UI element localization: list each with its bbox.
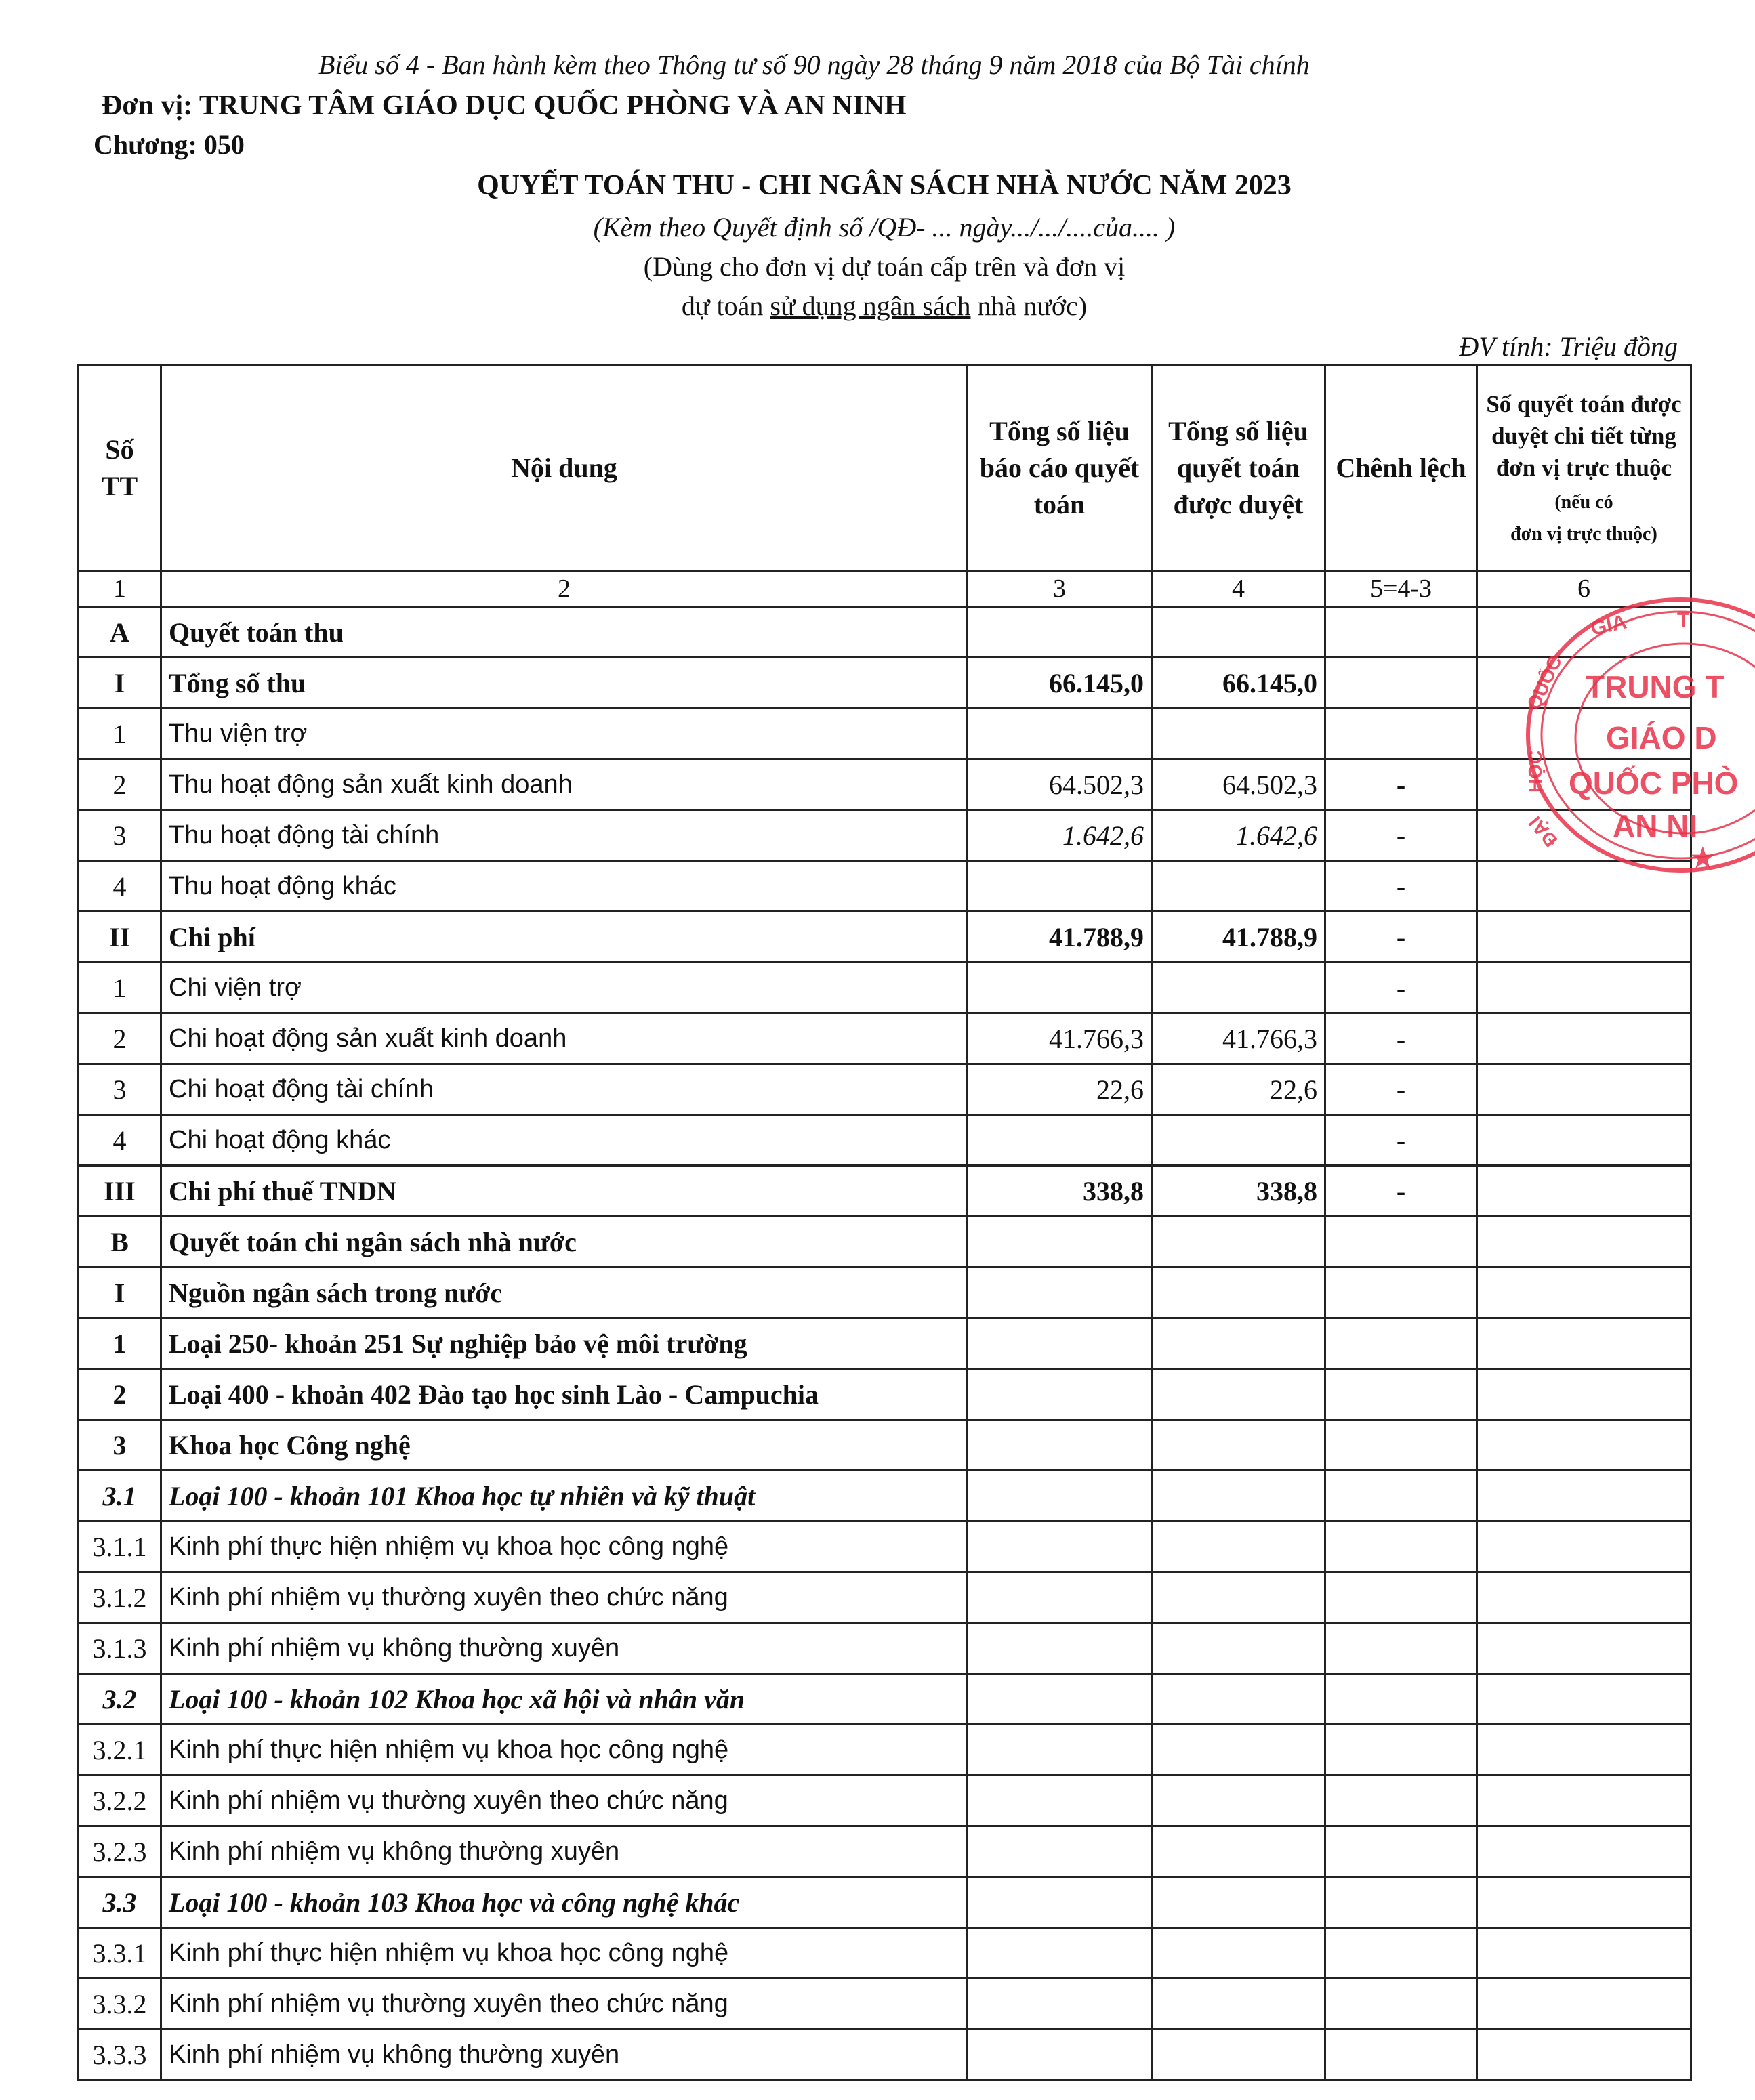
row-diff: -: [1325, 1115, 1477, 1166]
svg-text:AN NI: AN NI: [1613, 808, 1698, 843]
svg-text:TRUNG T: TRUNG T: [1586, 669, 1725, 705]
colnum: 4: [1152, 571, 1325, 607]
row-stt: 3.1: [79, 1471, 161, 1521]
row-stt: 3.1.1: [79, 1521, 161, 1572]
row-diff: [1325, 1318, 1477, 1369]
row-content: Kinh phí thực hiện nhiệm vụ khoa học công nghệ: [161, 1928, 968, 1979]
row-reported: [968, 1115, 1152, 1166]
column-number-row: [79, 571, 1691, 607]
row-content: Thu viện trợ: [161, 709, 968, 759]
row-approved: 64.502,3: [1152, 759, 1325, 810]
row-unit-detail: [1477, 1725, 1691, 1776]
row-diff: [1325, 658, 1477, 709]
table-row: [79, 1420, 1691, 1471]
table-row: [79, 1064, 1691, 1115]
chapter: Chương: 050: [94, 129, 245, 160]
row-approved: [1152, 1725, 1325, 1776]
row-approved: [1152, 1217, 1325, 1267]
svg-text:T: T: [1677, 609, 1690, 631]
row-diff: -: [1325, 861, 1477, 912]
table-row: [79, 1928, 1691, 1979]
table-row: [79, 607, 1691, 658]
row-stt: 3.2.1: [79, 1725, 161, 1776]
table-row: [79, 1217, 1691, 1267]
row-approved: [1152, 1928, 1325, 1979]
colnum: 2: [161, 571, 968, 607]
row-reported: 1.642,6: [968, 810, 1152, 861]
col-reported: Tổng số liệu báo cáo quyết toán: [968, 366, 1152, 571]
table-row: [79, 810, 1691, 861]
row-unit-detail: [1477, 1979, 1691, 2030]
table-row: [79, 1674, 1691, 1725]
row-unit-detail: [1477, 1674, 1691, 1725]
row-unit-detail: [1477, 861, 1691, 912]
row-content: Kinh phí nhiệm vụ không thường xuyên: [161, 2030, 968, 2080]
row-reported: 338,8: [968, 1166, 1152, 1217]
row-unit-detail: [1477, 1318, 1691, 1369]
col-approved: Tổng số liệu quyết toán được duyệt: [1152, 366, 1325, 571]
table-row: [79, 1471, 1691, 1521]
row-reported: [968, 1928, 1152, 1979]
table-row: [79, 912, 1691, 963]
col-content: Nội dung: [161, 366, 968, 571]
table-row: [79, 1826, 1691, 1877]
row-diff: -: [1325, 1166, 1477, 1217]
table-row: [79, 1115, 1691, 1166]
row-diff: [1325, 1369, 1477, 1420]
row-stt: A: [79, 607, 161, 658]
row-stt: 1: [79, 709, 161, 759]
row-diff: -: [1325, 1064, 1477, 1115]
row-reported: [968, 1572, 1152, 1623]
row-reported: 66.145,0: [968, 658, 1152, 709]
row-content: Khoa học Công nghệ: [161, 1420, 968, 1471]
row-approved: 41.788,9: [1152, 912, 1325, 963]
row-stt: 3.2.3: [79, 1826, 161, 1877]
row-reported: [968, 1674, 1152, 1725]
row-diff: [1325, 1521, 1477, 1572]
table-row: [79, 1369, 1691, 1420]
row-approved: [1152, 1318, 1325, 1369]
row-approved: [1152, 1776, 1325, 1826]
currency-unit: ĐV tính: Triệu đồng: [1459, 331, 1678, 362]
table-row: [79, 1979, 1691, 2030]
row-unit-detail: [1477, 963, 1691, 1013]
row-unit-detail: [1477, 1572, 1691, 1623]
row-content: Loại 100 - khoản 102 Khoa học xã hội và nhân văn: [161, 1674, 968, 1725]
row-approved: [1152, 1623, 1325, 1674]
row-reported: 41.766,3: [968, 1013, 1152, 1064]
row-stt: 3.3.1: [79, 1928, 161, 1979]
row-unit-detail: [1477, 607, 1691, 658]
row-diff: -: [1325, 759, 1477, 810]
row-unit-detail: [1477, 1369, 1691, 1420]
row-stt: I: [79, 658, 161, 709]
row-content: Quyết toán thu: [161, 607, 968, 658]
table-row: [79, 658, 1691, 709]
row-content: Kinh phí thực hiện nhiệm vụ khoa học công nghệ: [161, 1521, 968, 1572]
row-approved: [1152, 1979, 1325, 2030]
usage-text-a: dự toán: [681, 291, 770, 321]
colnum: 5=4-3: [1325, 571, 1477, 607]
row-content: Kinh phí nhiệm vụ không thường xuyên: [161, 1826, 968, 1877]
form-reference: Biểu số 4 - Ban hành kèm theo Thông tư số 90 ngày 28 tháng 9 năm 2018 của Bộ Tài chính: [318, 49, 1310, 80]
row-stt: 3.3: [79, 1877, 161, 1928]
row-approved: 1.642,6: [1152, 810, 1325, 861]
row-approved: [1152, 2030, 1325, 2080]
row-content: Chi viện trợ: [161, 963, 968, 1013]
usage-line-1: (Dùng cho đơn vị dự toán cấp trên và đơn vị: [643, 251, 1126, 282]
row-content: Tổng số thu: [161, 658, 968, 709]
table-row: [79, 1267, 1691, 1318]
row-approved: [1152, 709, 1325, 759]
table-row: [79, 759, 1691, 810]
row-reported: [968, 1623, 1152, 1674]
row-reported: [968, 1267, 1152, 1318]
usage-text-underlined: sử dụng ngân sách: [770, 291, 971, 321]
col6-note2: đơn vị trực thuộc): [1510, 523, 1657, 545]
row-reported: [968, 1877, 1152, 1928]
row-diff: [1325, 1826, 1477, 1877]
row-stt: 1: [79, 963, 161, 1013]
row-reported: [968, 1369, 1152, 1420]
row-content: Thu hoạt động tài chính: [161, 810, 968, 861]
row-reported: [968, 1318, 1152, 1369]
row-stt: 1: [79, 1318, 161, 1369]
table-row: [79, 1166, 1691, 1217]
row-stt: 3.1.2: [79, 1572, 161, 1623]
row-reported: [968, 1979, 1152, 2030]
row-stt: 3.3.3: [79, 2030, 161, 2080]
row-content: Chi phí: [161, 912, 968, 963]
row-reported: [968, 963, 1152, 1013]
row-unit-detail: [1477, 1776, 1691, 1826]
row-stt: B: [79, 1217, 161, 1267]
row-unit-detail: [1477, 1826, 1691, 1877]
row-stt: 3.3.2: [79, 1979, 161, 2030]
row-content: Kinh phí nhiệm vụ thường xuyên theo chức năng: [161, 1572, 968, 1623]
table-row: [79, 2030, 1691, 2080]
row-content: Nguồn ngân sách trong nước: [161, 1267, 968, 1318]
row-diff: -: [1325, 912, 1477, 963]
row-diff: -: [1325, 963, 1477, 1013]
table-row: [79, 1725, 1691, 1776]
row-unit-detail: [1477, 1115, 1691, 1166]
table-row: [79, 1877, 1691, 1928]
col-stt: Số TT: [79, 366, 161, 571]
row-reported: [968, 861, 1152, 912]
row-content: Kinh phí thực hiện nhiệm vụ khoa học công nghệ: [161, 1725, 968, 1776]
svg-text:HỌC: HỌC: [1525, 750, 1546, 793]
row-unit-detail: [1477, 1217, 1691, 1267]
unit-name: Đơn vị: TRUNG TÂM GIÁO DỤC QUỐC PHÒNG VÀ AN NINH: [102, 90, 907, 121]
row-stt: 2: [79, 759, 161, 810]
row-diff: -: [1325, 810, 1477, 861]
row-unit-detail: [1477, 1267, 1691, 1318]
row-reported: [968, 1471, 1152, 1521]
row-reported: [968, 1217, 1152, 1267]
table-row: [79, 861, 1691, 912]
row-unit-detail: [1477, 1420, 1691, 1471]
table-row: [79, 1776, 1691, 1826]
row-diff: [1325, 1674, 1477, 1725]
row-stt: 4: [79, 861, 161, 912]
row-approved: 22,6: [1152, 1064, 1325, 1115]
row-stt: 4: [79, 1115, 161, 1166]
row-approved: [1152, 1369, 1325, 1420]
row-unit-detail: [1477, 709, 1691, 759]
row-unit-detail: [1477, 912, 1691, 963]
row-diff: [1325, 1928, 1477, 1979]
settlement-table: [77, 364, 1692, 2081]
row-content: Loại 100 - khoản 103 Khoa học và công nghệ khác: [161, 1877, 968, 1928]
row-diff: [1325, 1471, 1477, 1521]
row-diff: [1325, 607, 1477, 658]
row-approved: 41.766,3: [1152, 1013, 1325, 1064]
row-stt: 3: [79, 1064, 161, 1115]
row-stt: II: [79, 912, 161, 963]
row-diff: [1325, 709, 1477, 759]
row-reported: [968, 2030, 1152, 2080]
row-content: Thu hoạt động sản xuất kinh doanh: [161, 759, 968, 810]
row-approved: [1152, 1572, 1325, 1623]
row-approved: 338,8: [1152, 1166, 1325, 1217]
row-approved: [1152, 1877, 1325, 1928]
row-reported: [968, 1826, 1152, 1877]
row-content: Chi phí thuế TNDN: [161, 1166, 968, 1217]
colnum: 1: [79, 571, 161, 607]
row-reported: [968, 1420, 1152, 1471]
row-unit-detail: [1477, 658, 1691, 709]
row-stt: 3.2.2: [79, 1776, 161, 1826]
row-approved: [1152, 1471, 1325, 1521]
row-stt: 3.1.3: [79, 1623, 161, 1674]
table-row: [79, 1318, 1691, 1369]
table-row: [79, 709, 1691, 759]
row-reported: 64.502,3: [968, 759, 1152, 810]
colnum: 3: [968, 571, 1152, 607]
colnum: 6: [1477, 571, 1691, 607]
row-unit-detail: [1477, 759, 1691, 810]
row-diff: [1325, 2030, 1477, 2080]
row-approved: [1152, 1521, 1325, 1572]
row-unit-detail: [1477, 1471, 1691, 1521]
row-reported: [968, 1776, 1152, 1826]
row-content: Loại 250- khoản 251 Sự nghiệp bảo vệ môi trường: [161, 1318, 968, 1369]
row-unit-detail: [1477, 1013, 1691, 1064]
row-unit-detail: [1477, 1877, 1691, 1928]
row-content: Chi hoạt động sản xuất kinh doanh: [161, 1013, 968, 1064]
subtitle: (Kèm theo Quyết định số /QĐ- ... ngày.../.../....của.... ): [593, 212, 1176, 243]
row-reported: [968, 709, 1152, 759]
row-content: Thu hoạt động khác: [161, 861, 968, 912]
row-content: Quyết toán chi ngân sách nhà nước: [161, 1217, 968, 1267]
row-approved: 66.145,0: [1152, 658, 1325, 709]
row-unit-detail: [1477, 1928, 1691, 1979]
svg-text:GIA: GIA: [1588, 610, 1629, 640]
col6-label: Số quyết toán được duyệt chi tiết từng đơn vị trực thuộc: [1486, 390, 1682, 482]
row-diff: [1325, 1877, 1477, 1928]
row-diff: [1325, 1217, 1477, 1267]
table-row: [79, 1623, 1691, 1674]
row-unit-detail: [1477, 1623, 1691, 1674]
row-approved: [1152, 1115, 1325, 1166]
table-row: [79, 963, 1691, 1013]
row-stt: I: [79, 1267, 161, 1318]
row-approved: [1152, 1826, 1325, 1877]
row-reported: [968, 607, 1152, 658]
col6-note: (nếu có: [1554, 491, 1613, 513]
table-row: [79, 1572, 1691, 1623]
document-title: QUYẾT TOÁN THU - CHI NGÂN SÁCH NHÀ NƯỚC NĂM 2023: [477, 170, 1292, 201]
row-stt: 3: [79, 810, 161, 861]
row-approved: [1152, 1267, 1325, 1318]
row-reported: 41.788,9: [968, 912, 1152, 963]
svg-text:QUỐC PHÒ: QUỐC PHÒ: [1569, 765, 1739, 801]
row-diff: [1325, 1420, 1477, 1471]
row-diff: [1325, 1623, 1477, 1674]
svg-text:GIÁO D: GIÁO D: [1606, 720, 1717, 755]
usage-line-2: [447, 290, 1321, 322]
col-diff: Chênh lệch: [1325, 366, 1477, 571]
row-diff: [1325, 1572, 1477, 1623]
row-diff: [1325, 1267, 1477, 1318]
row-stt: 3.2: [79, 1674, 161, 1725]
row-diff: [1325, 1725, 1477, 1776]
row-content: Loại 100 - khoản 101 Khoa học tự nhiên và kỹ thuật: [161, 1471, 968, 1521]
row-approved: [1152, 1674, 1325, 1725]
row-reported: [968, 1725, 1152, 1776]
row-reported: [968, 1521, 1152, 1572]
row-content: Kinh phí nhiệm vụ thường xuyên theo chức năng: [161, 1776, 968, 1826]
col-unit-detail: [1477, 366, 1691, 571]
table-row: [79, 1013, 1691, 1064]
row-unit-detail: [1477, 1166, 1691, 1217]
row-approved: [1152, 607, 1325, 658]
row-content: Kinh phí nhiệm vụ không thường xuyên: [161, 1623, 968, 1674]
row-unit-detail: [1477, 2030, 1691, 2080]
usage-text-c: nhà nước): [970, 291, 1088, 321]
row-content: Chi hoạt động tài chính: [161, 1064, 968, 1115]
row-approved: [1152, 861, 1325, 912]
row-reported: 22,6: [968, 1064, 1152, 1115]
row-unit-detail: [1477, 1521, 1691, 1572]
svg-text:ĐẠI: ĐẠI: [1524, 812, 1562, 852]
row-stt: 2: [79, 1013, 161, 1064]
row-content: Chi hoạt động khác: [161, 1115, 968, 1166]
row-diff: -: [1325, 1013, 1477, 1064]
row-content: Loại 400 - khoản 402 Đào tạo học sinh Lào - Campuchia: [161, 1369, 968, 1420]
row-approved: [1152, 1420, 1325, 1471]
row-diff: [1325, 1979, 1477, 2030]
row-stt: 3: [79, 1420, 161, 1471]
svg-text:QUỐC: QUỐC: [1523, 652, 1566, 713]
row-unit-detail: [1477, 810, 1691, 861]
header-row: [79, 366, 1691, 571]
table-row: [79, 1521, 1691, 1572]
row-diff: [1325, 1776, 1477, 1826]
svg-text:★: ★: [1691, 843, 1715, 873]
row-content: Kinh phí nhiệm vụ thường xuyên theo chức năng: [161, 1979, 968, 2030]
row-stt: 2: [79, 1369, 161, 1420]
row-stt: III: [79, 1166, 161, 1217]
row-unit-detail: [1477, 1064, 1691, 1115]
row-approved: [1152, 963, 1325, 1013]
